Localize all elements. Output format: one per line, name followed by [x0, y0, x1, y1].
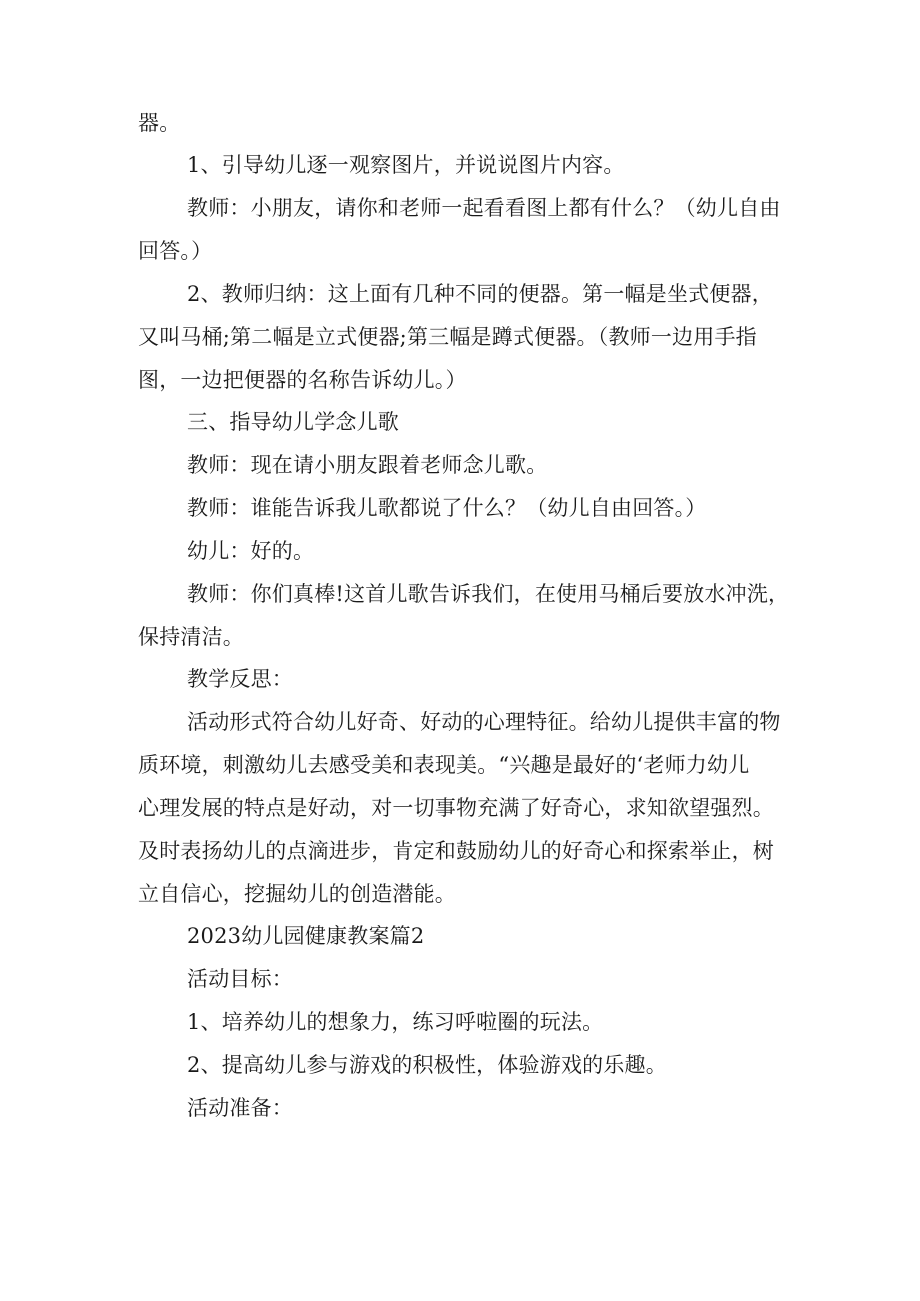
paragraph-line: 2、教师归纳：这上面有几种不同的便器。第一幅是坐式便器，	[187, 282, 773, 306]
paragraph-line: 活动形式符合幼儿好奇、好动的心理特征。给幼儿提供丰富的物	[187, 710, 781, 734]
paragraph-line: 图，一边把便器的名称告诉幼儿。）	[138, 368, 467, 392]
section-title: 2023幼儿园健康教案篇2	[187, 924, 425, 948]
paragraph-line: 2、提高幼儿参与游戏的积极性，体验游戏的乐趣。	[187, 1053, 667, 1077]
paragraph-line: 心理发展的特点是好动，对一切事物充满了好奇心，求知欲望强烈。	[138, 796, 774, 820]
section-heading: 活动准备：	[187, 1096, 293, 1120]
paragraph-line: 教师：你们真棒!这首儿歌告诉我们，在使用马桶后要放水冲洗，	[187, 582, 790, 606]
section-heading: 三、指导幼儿学念儿歌	[187, 410, 399, 434]
paragraph-line: 又叫马桶;第二幅是立式便器;第三幅是蹲式便器。（教师一边用手指	[138, 325, 757, 349]
paragraph-line: 教师：谁能告诉我儿歌都说了什么？（幼儿自由回答。）	[187, 496, 707, 520]
paragraph-line: 教师：小朋友，请你和老师一起看看图上都有什么？（幼儿自由	[187, 196, 781, 220]
paragraph-line: 1、引导幼儿逐一观察图片，并说说图片内容。	[187, 153, 625, 177]
paragraph-line: 1、培养幼儿的想象力，练习呼啦圈的玩法。	[187, 1010, 604, 1034]
paragraph-line: 器。	[138, 111, 181, 135]
paragraph-line: 质环境，刺激幼儿去感受美和表现美。“兴趣是最好的‘老师力幼儿	[138, 753, 750, 777]
paragraph-line: 教师：现在请小朋友跟着老师念儿歌。	[187, 453, 548, 477]
paragraph-line: 幼儿：好的。	[187, 539, 315, 563]
paragraph-line: 保持清洁。	[138, 625, 244, 649]
section-heading: 教学反思：	[187, 667, 293, 691]
section-heading: 活动目标：	[187, 967, 293, 991]
paragraph-line: 立自信心，挖掘幼儿的创造潜能。	[138, 882, 456, 906]
paragraph-line: 回答。）	[138, 239, 213, 263]
paragraph-line: 及时表扬幼儿的点滴进步，肯定和鼓励幼儿的好奇心和探索举止，树	[138, 839, 774, 863]
